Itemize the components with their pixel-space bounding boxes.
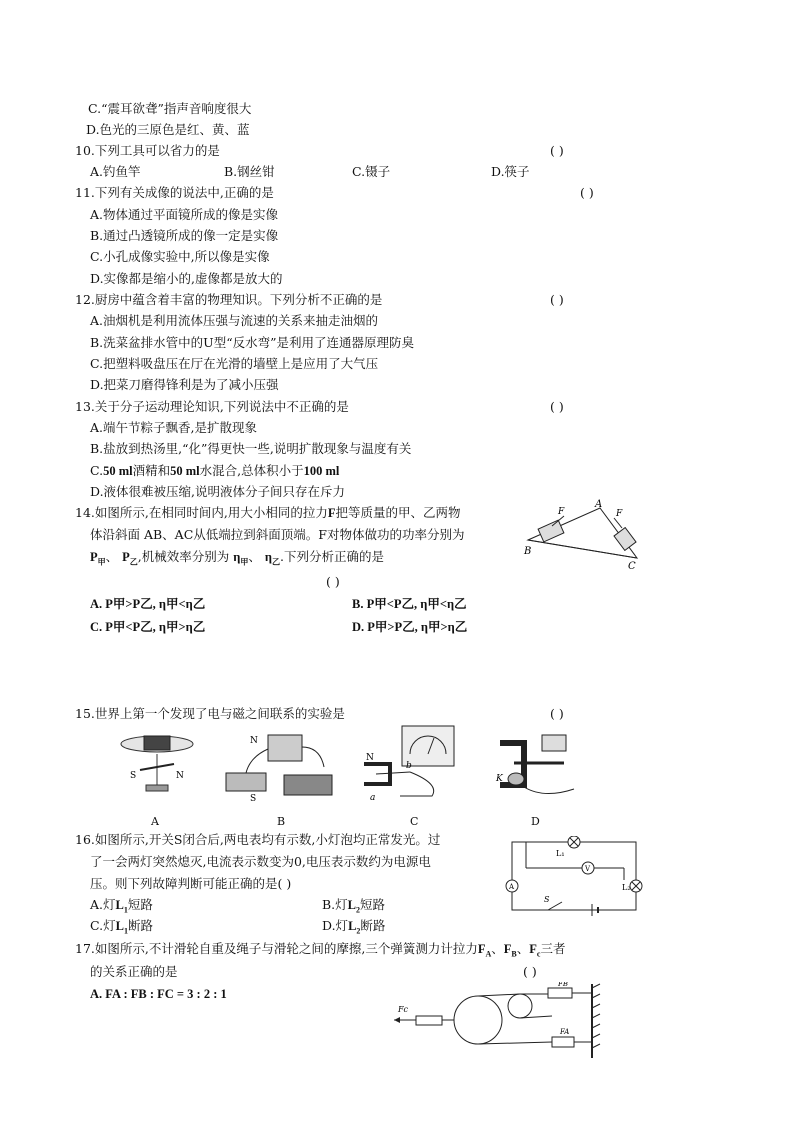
q11-option-c: C.小孔成像实验中,所以像是实像 [90,249,270,264]
label-A: A [509,883,515,891]
q15-figure-b [220,727,340,803]
conductor [376,772,410,774]
circuit-loop [512,842,636,910]
q16-option-b: B.灯$L_2$短路 [322,897,386,915]
small-pulley [508,994,532,1018]
q14-answer-paren: ( ) [326,574,340,589]
stand-base [146,785,168,791]
label-K: K [496,774,503,784]
label-S2: S [250,794,257,803]
label-N2: N [250,736,258,746]
q14-option-d: D. P甲>P乙, η甲>η乙 [352,620,468,634]
q16-option-c: C.灯$L_1$断路 [90,918,153,936]
q12-option-d: D.把菜刀磨得锋利是为了减小压强 [90,377,279,392]
q14-incline-figure [522,498,642,570]
q16-option-d: D.灯$L_2$断路 [322,918,386,936]
q15-figure-a [118,730,196,802]
q15-stem: 15.世界上第一个发现了电与磁之间联系的实验是 [75,706,345,721]
q15-label-d: D [531,815,540,828]
q11-answer-paren: ( ) [580,185,594,200]
label-V: V [585,865,591,873]
q10-option-c: C.镊子 [352,164,391,179]
q15-figure-c [360,724,472,804]
q13-option-d: D.液体很难被压缩,说明液体分子间只存在斥力 [90,484,346,499]
q14-line-3: $P_甲$、 $P_乙$,机械效率分别为 $\eta_甲$、 $\eta_乙$.下列分析正确的是 [90,549,384,567]
label-Fc: Fc [398,1005,409,1014]
q12-option-c: C.把塑料吸盘压在厅在光滑的墙壁上是应用了大气压 [90,356,379,371]
label-N3: N [366,753,374,763]
q15-label-c: C [410,815,419,828]
q12-stem: 12.厨房中蕴含着丰富的物理知识。下列分析不正确的是 [75,292,383,307]
label-B: B [524,546,532,557]
q15-figure-d [494,733,580,803]
q14-line-1: 14.如图所示,在相同时间内,用大小相同的拉力F把等质量的甲、乙两物 [75,505,461,520]
q13-stem: 13.关于分子运动理论知识,下列说法中不正确的是 [75,399,349,414]
q12-answer-paren: ( ) [550,292,564,307]
label-FA: FA [560,1028,570,1036]
q17-line-2: 的关系正确的是 [90,964,178,979]
q10-option-b: B.钢丝钳 [224,164,275,179]
q10-answer-paren: ( ) [550,143,564,158]
label-A: A [595,499,603,510]
rope-bottom [478,1042,552,1044]
label-N: N [176,771,184,781]
q12-option-b: B.洗菜盆排水管中的U型“反水弯”是利用了连通器原理防臭 [90,335,414,350]
q13-option-a: A.端午节粽子飘香,是扩散现象 [90,420,257,435]
q11-option-b: B.通过凸透镜所成的像一定是实像 [90,228,279,243]
switch-s [548,902,562,910]
q11-option-d: D.实像都是缩小的,虚像都是放大的 [90,271,283,286]
q9-option-d: D.色光的三原色是红、黄、蓝 [86,122,250,137]
force-arrow-2 [614,518,622,528]
magnet-coil [226,773,266,791]
galvanometer [402,726,454,766]
q12-option-a: A.油烟机是利用流体压强与流速的关系来抽走油烟的 [90,313,379,328]
wire-4 [524,787,574,794]
q10-option-d: D.筷子 [491,164,530,179]
label-F2: F [616,509,623,519]
q11-option-a: A.物体通过平面镜所成的像是实像 [90,207,279,222]
q16-line-3: 压。则下列故障判断可能正确的是( ) [90,876,292,891]
pull-C-arrow [394,1017,400,1023]
q14-option-b: B. P甲<P乙, η甲<η乙 [352,597,467,611]
movable-pulley [454,996,502,1044]
wire-1 [302,747,324,767]
q10-stem: 10.下列工具可以省力的是 [75,143,220,158]
spring-balance-C [416,1016,442,1025]
spring-balance-A [552,1037,574,1047]
q9-option-c: C.“震耳欲聋”指声音响度很大 [88,101,252,116]
q16-option-a: A.灯$L_1$短路 [90,897,153,915]
q10-option-a: A.钓鱼竿 [90,164,141,179]
q14-line-2: 体沿斜面 AB、AC从低端拉到斜面顶端。F对物体做功的功率分别为 [90,527,465,542]
q17-pulley-figure [392,982,604,1060]
label-b: b [406,761,412,771]
spring-balance-B [548,988,572,998]
battery [144,736,170,750]
label-S: S [130,771,137,781]
q13-option-c: C.50 ml酒精和50 ml水混合,总体积小于100 ml [90,463,340,478]
q17-option-a: A. FA : FB : FC = 3 : 2 : 1 [90,987,227,1001]
battery-pack [268,735,302,761]
q13-option-b: B.盐放到热汤里,“化”得更快一些,说明扩散现象与温度有关 [90,441,412,456]
commutator [508,773,524,785]
wire-3 [400,772,434,796]
label-L1: L₁ [556,849,565,858]
wire-2 [246,749,268,773]
q15-label-b: B [277,815,286,828]
label-F1: F [558,507,565,517]
q15-label-a: A [151,815,159,828]
q15-answer-paren: ( ) [550,706,564,721]
label-C: C [628,561,636,570]
q16-line-1: 16.如图所示,开关S闭合后,两电表均有示数,小灯泡均正常发光。过 [75,832,441,847]
q14-option-a: A. P甲>P乙, η甲<η乙 [90,597,206,611]
q13-answer-paren: ( ) [550,399,564,414]
label-FB: FB [558,982,569,988]
block-jia [538,520,564,542]
q17-answer-paren: ( ) [523,964,537,979]
q14-option-c: C. P甲<P乙, η甲>η乙 [90,620,206,634]
motor [284,775,332,795]
label-L2: L₂ [622,883,631,892]
q11-stem: 11.下列有关成像的说法中,正确的是 [75,185,274,200]
label-a: a [370,793,376,803]
q16-circuit-figure [504,836,644,916]
label-S: S [544,895,550,904]
brush-block [542,735,566,751]
q16-line-2: 了一会两灯突然熄灭,电流表示数变为0,电压表示数约为电源电 [90,854,431,869]
q17-line-1: 17.如图所示,不计滑轮自重及绳子与滑轮之间的摩擦,三个弹簧测力计拉力$F_A$、$F_B$、$F_c$三者 [75,941,566,959]
